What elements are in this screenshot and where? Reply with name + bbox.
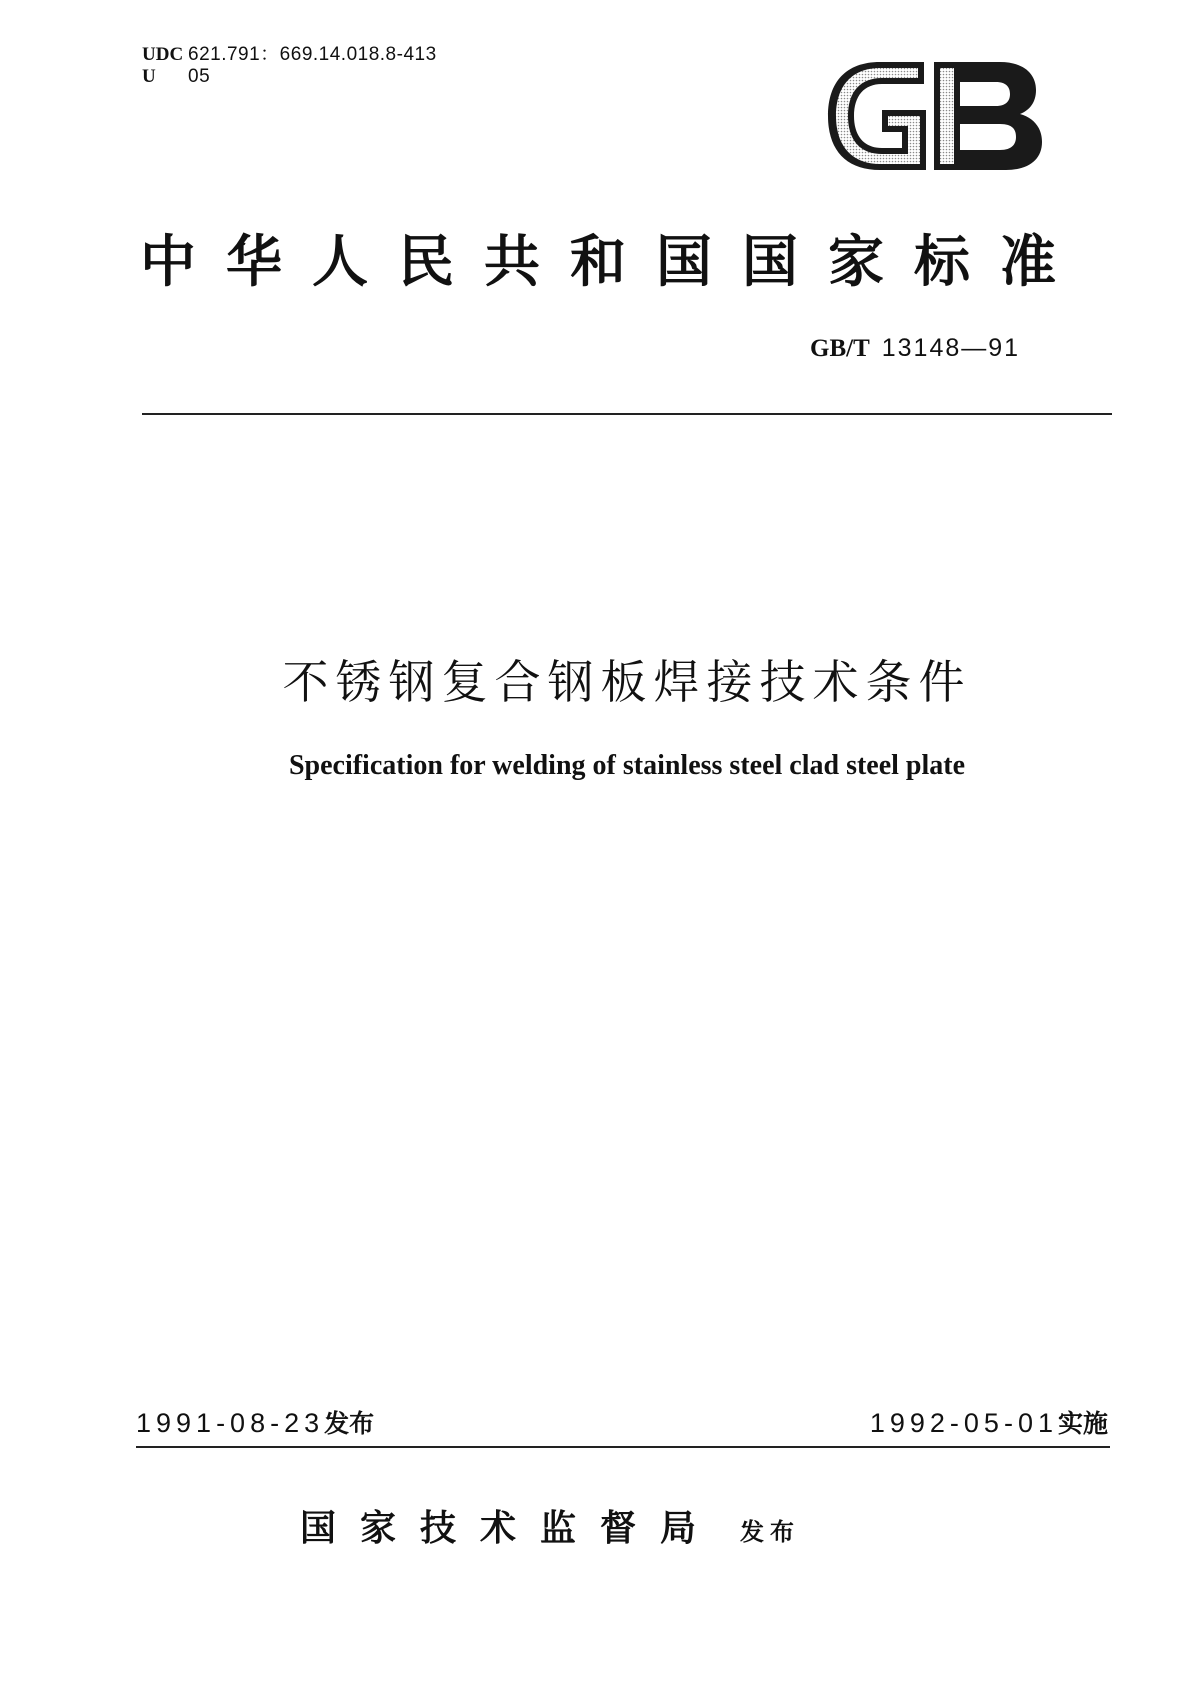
gb-logo [822, 58, 1046, 174]
publisher-name: 国家技术监督局 [300, 1507, 721, 1549]
standard-prefix: GB/T [810, 335, 870, 362]
udc-row [142, 44, 437, 66]
publisher-line [300, 1500, 800, 1551]
date-line [136, 1404, 1108, 1440]
issue-label: 发布 [324, 1409, 375, 1438]
class-label: U [142, 66, 156, 87]
standard-number [810, 334, 1020, 363]
udc-label: UDC [142, 44, 184, 65]
classification-codes [142, 44, 437, 88]
top-divider [142, 413, 1112, 415]
logo-b-hatch [940, 68, 954, 164]
bottom-divider [136, 1446, 1110, 1448]
udc-value: 621.791：669.14.018.8-413 [188, 44, 437, 65]
national-standard-title: 中华人民共和国国家标准 [140, 229, 1086, 295]
standard-code: 13148—91 [881, 334, 1021, 362]
publisher-action: 发布 [740, 1518, 801, 1546]
document-title-zh: 不锈钢复合钢板焊接技术条件 [282, 655, 972, 709]
effective-date-block [870, 1404, 1108, 1440]
issue-date-block [136, 1404, 374, 1440]
document-title-en: Specification for welding of stainless steel clad steel plate [288, 750, 966, 781]
effective-label: 实施 [1057, 1409, 1108, 1438]
class-row [142, 66, 437, 88]
issue-date: 1991-08-23 [136, 1408, 325, 1438]
class-value: 05 [188, 66, 211, 87]
effective-date: 1992-05-01 [869, 1408, 1058, 1438]
